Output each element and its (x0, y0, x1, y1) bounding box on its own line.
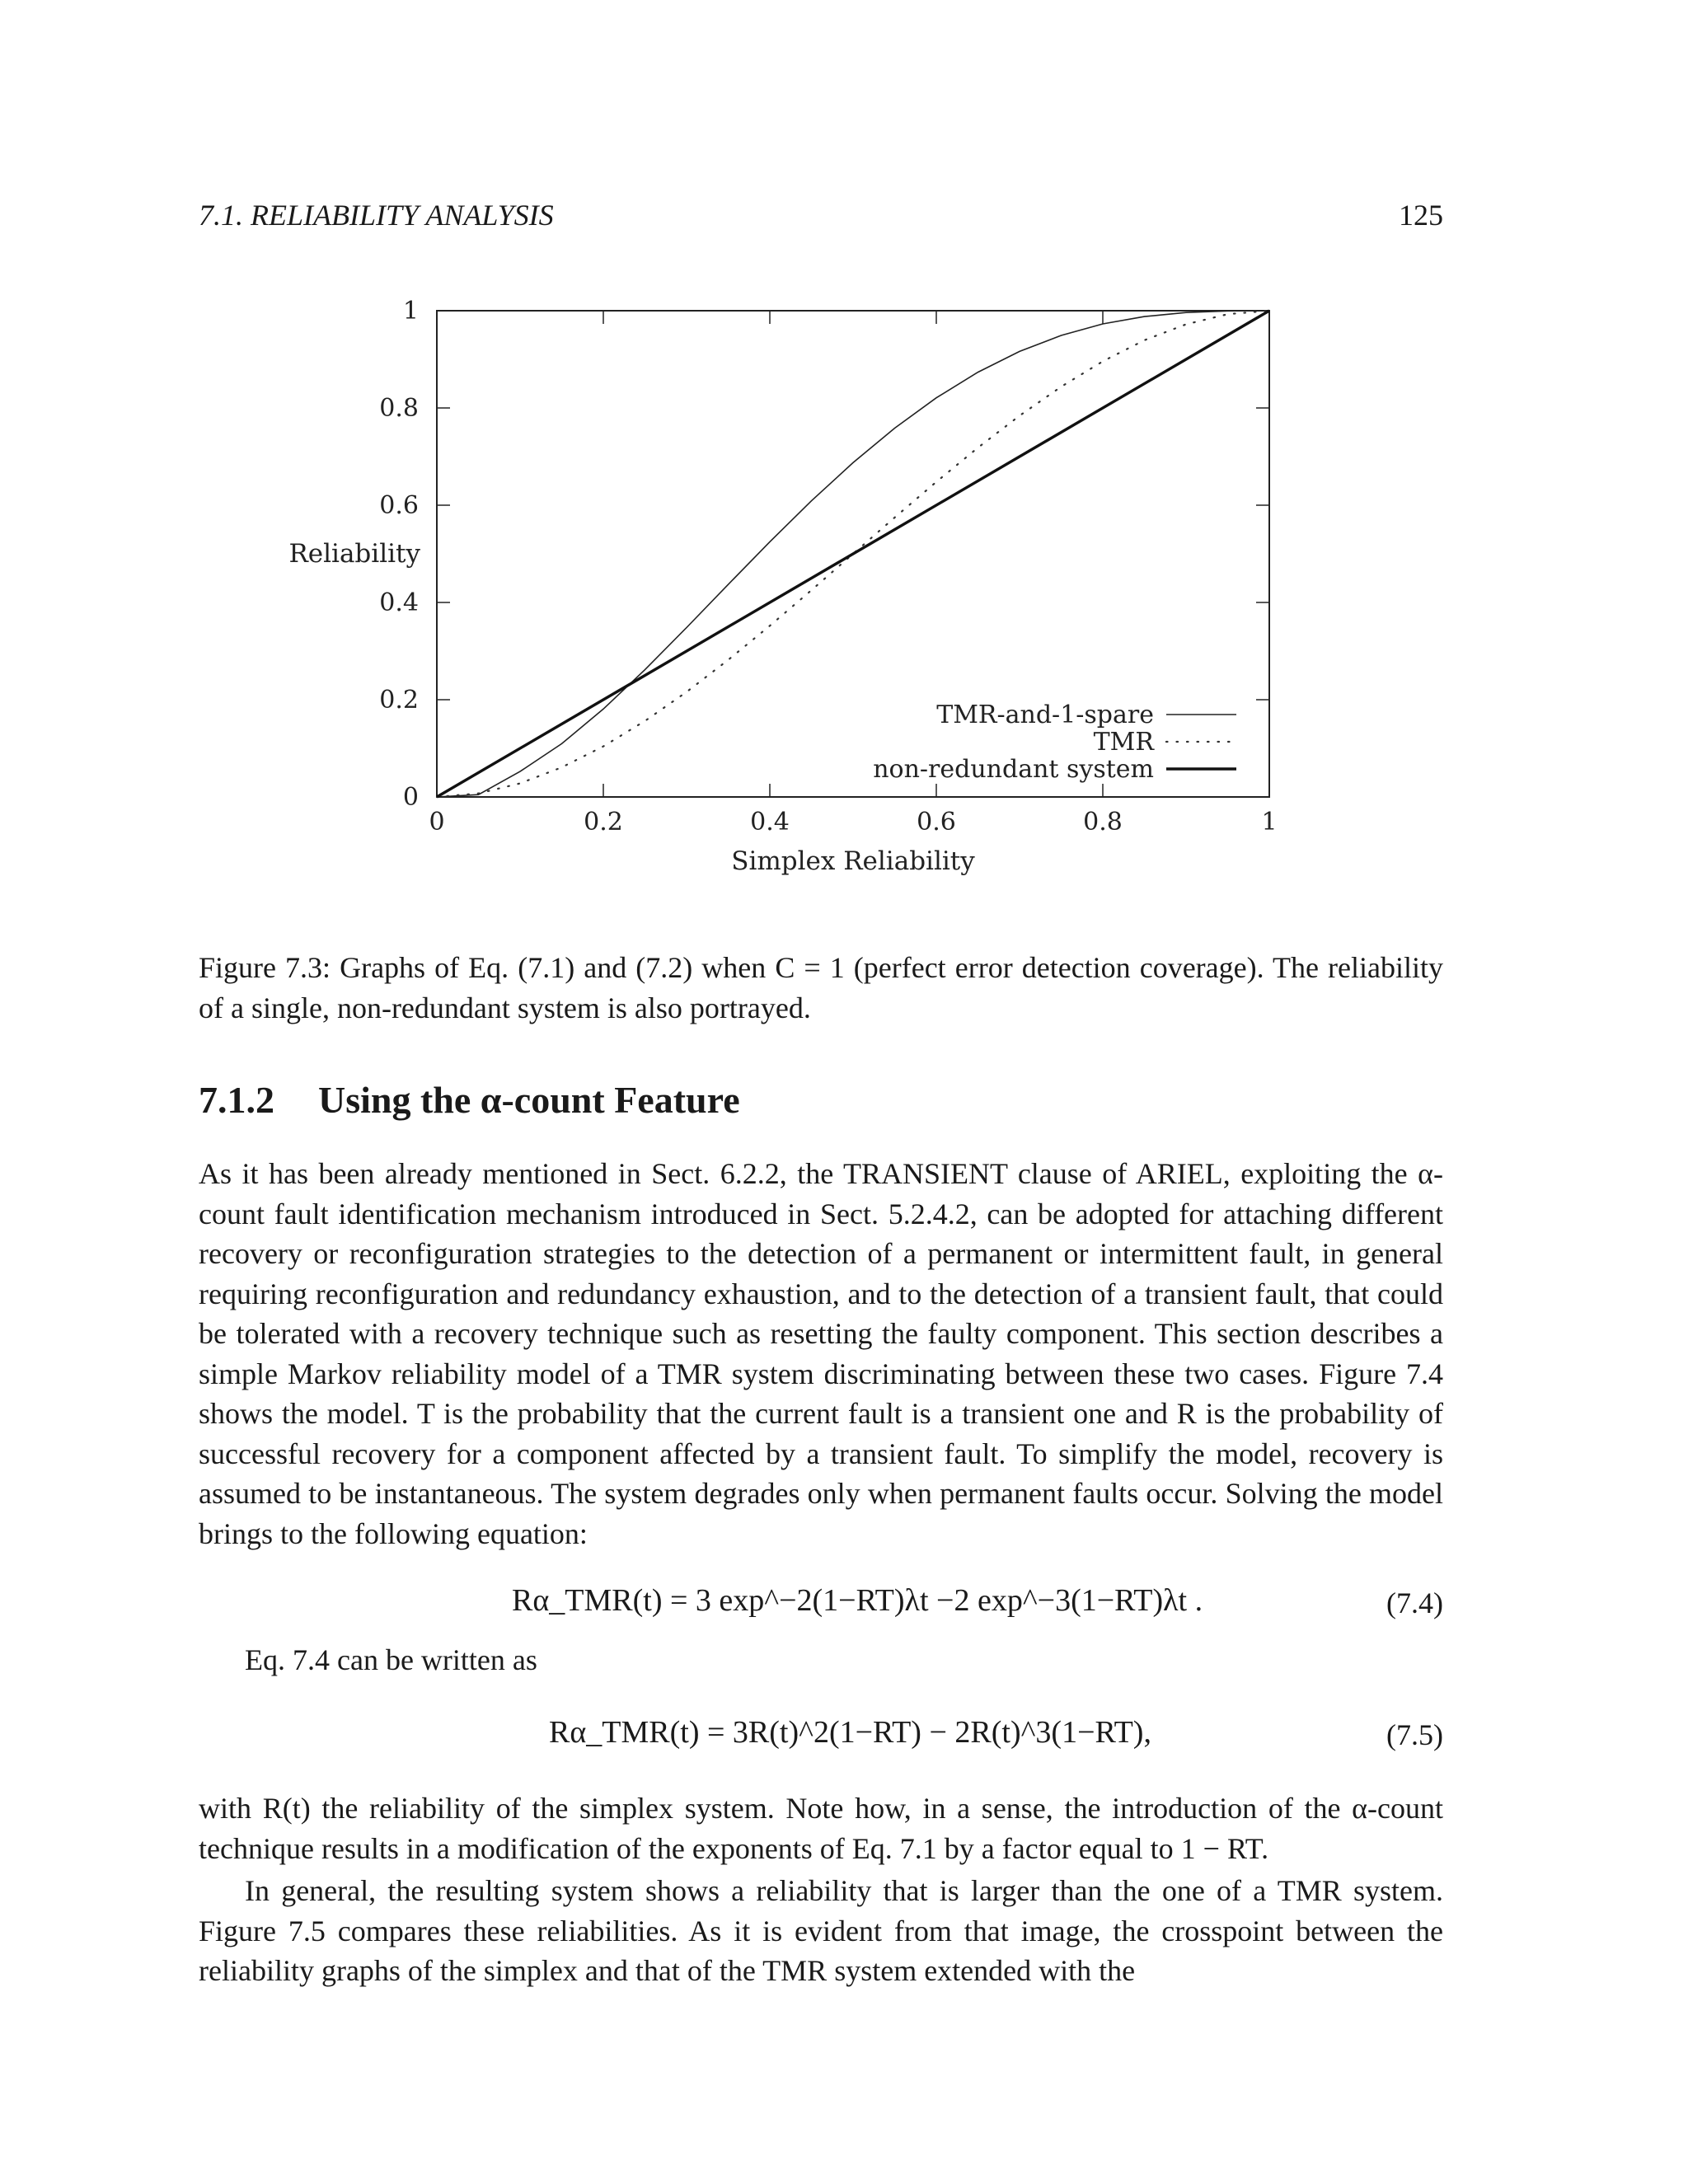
y-tick-label: 1 (402, 297, 419, 326)
x-tick-label: 0.6 (917, 808, 956, 837)
section-number: 7.1.2 (199, 1079, 274, 1121)
running-head-title: 7.1. RELIABILITY ANALYSIS (199, 199, 554, 232)
paragraph-1-text: As it has been already mentioned in Sect. 6.2.2, the TRANSIENT clause of ARIEL, exploiting the α-count fault identification mechanism introduced in Sect. 5.2.4.2, can be adopted for attaching different recovery or reconfiguration strategies to the detection of a permanent or intermittent fault, in general requiring reconfiguration and redundancy exhaustion, and to the detection of a transient fault, that could be tolerated with a recovery technique such as resetting the faulty component. This section describes a simple Markov reliability model of a TMR system discriminating between these two cases. Figure 7.4 shows the model. T is the probability that the current fault is a transient one and R is the probability of successful recovery for a component affected by a transient fault. To simplify the model, recovery is assumed to be instantaneous. The system degrades only when permanent faults occur. Solving the model brings to the following equation: (199, 1157, 1443, 1550)
paragraph-1 (199, 1154, 1443, 1554)
figure-caption (199, 948, 1443, 1029)
equation-7-4-body: Rα_TMR(t) = 3 exp^−2(1−RT)λt −2 exp^−3(1−RT)λt . (512, 1583, 1203, 1618)
equation-7-4 (199, 1582, 1443, 1632)
x-axis-label: Simplex Reliability (731, 846, 975, 876)
x-tick-label: 1 (1261, 808, 1278, 837)
page-number: 125 (1399, 199, 1443, 232)
figure-caption-text: Figure 7.3: Graphs of Eq. (7.1) and (7.2) when C = 1 (perfect error detection coverage). The reliability of a single, non-redundant system is also portrayed. (199, 951, 1443, 1024)
legend-label-1: TMR (1093, 728, 1154, 757)
reliability-chart (280, 293, 1302, 886)
section-heading (199, 1078, 1443, 1122)
y-tick-label: 0 (402, 783, 419, 812)
equation-7-5-body: Rα_TMR(t) = 3R(t)^2(1−RT) − 2R(t)^3(1−RT), (549, 1715, 1151, 1750)
paragraph-2-text: with R(t) the reliability of the simplex system. Note how, in a sense, the introduction of the α-count technique results in a modification of the exponents of Eq. 7.1 by a factor equal to 1 − RT. (199, 1792, 1443, 1865)
equation-7-5 (199, 1714, 1443, 1764)
x-tick-label: 0.4 (750, 808, 790, 837)
running-head (199, 198, 1443, 239)
x-tick-label: 0.2 (584, 808, 623, 837)
y-tick-label: 0.8 (379, 394, 419, 423)
equation-7-4-number: (7.4) (1386, 1586, 1443, 1619)
y-axis-label: Reliability (288, 539, 420, 569)
x-tick-label: 0 (429, 808, 445, 837)
paragraph-2 (199, 1788, 1443, 1868)
section-title: Using the α-count Feature (318, 1079, 740, 1121)
paragraph-3-text: In general, the resulting system shows a reliability that is larger than the one of a TMR system. Figure 7.5 compares these reliabilities. As it is evident from that image, the crosspoint between the reliability graphs of the simplex and that of the TMR system extended with the (199, 1874, 1443, 1987)
paragraph-3 (199, 1871, 1443, 1991)
legend-label-0: TMR-and-1-spare (936, 701, 1154, 729)
x-tick-label: 0.8 (1083, 808, 1123, 837)
equation-intro-text: Eq. 7.4 can be written as (245, 1643, 537, 1676)
y-tick-label: 0.6 (379, 491, 419, 520)
y-tick-label: 0.4 (379, 588, 419, 617)
y-tick-label: 0.2 (379, 686, 419, 715)
legend-label-2: non-redundant system (873, 755, 1154, 784)
equation-intro (245, 1640, 1399, 1680)
equation-7-5-number: (7.5) (1386, 1718, 1443, 1751)
